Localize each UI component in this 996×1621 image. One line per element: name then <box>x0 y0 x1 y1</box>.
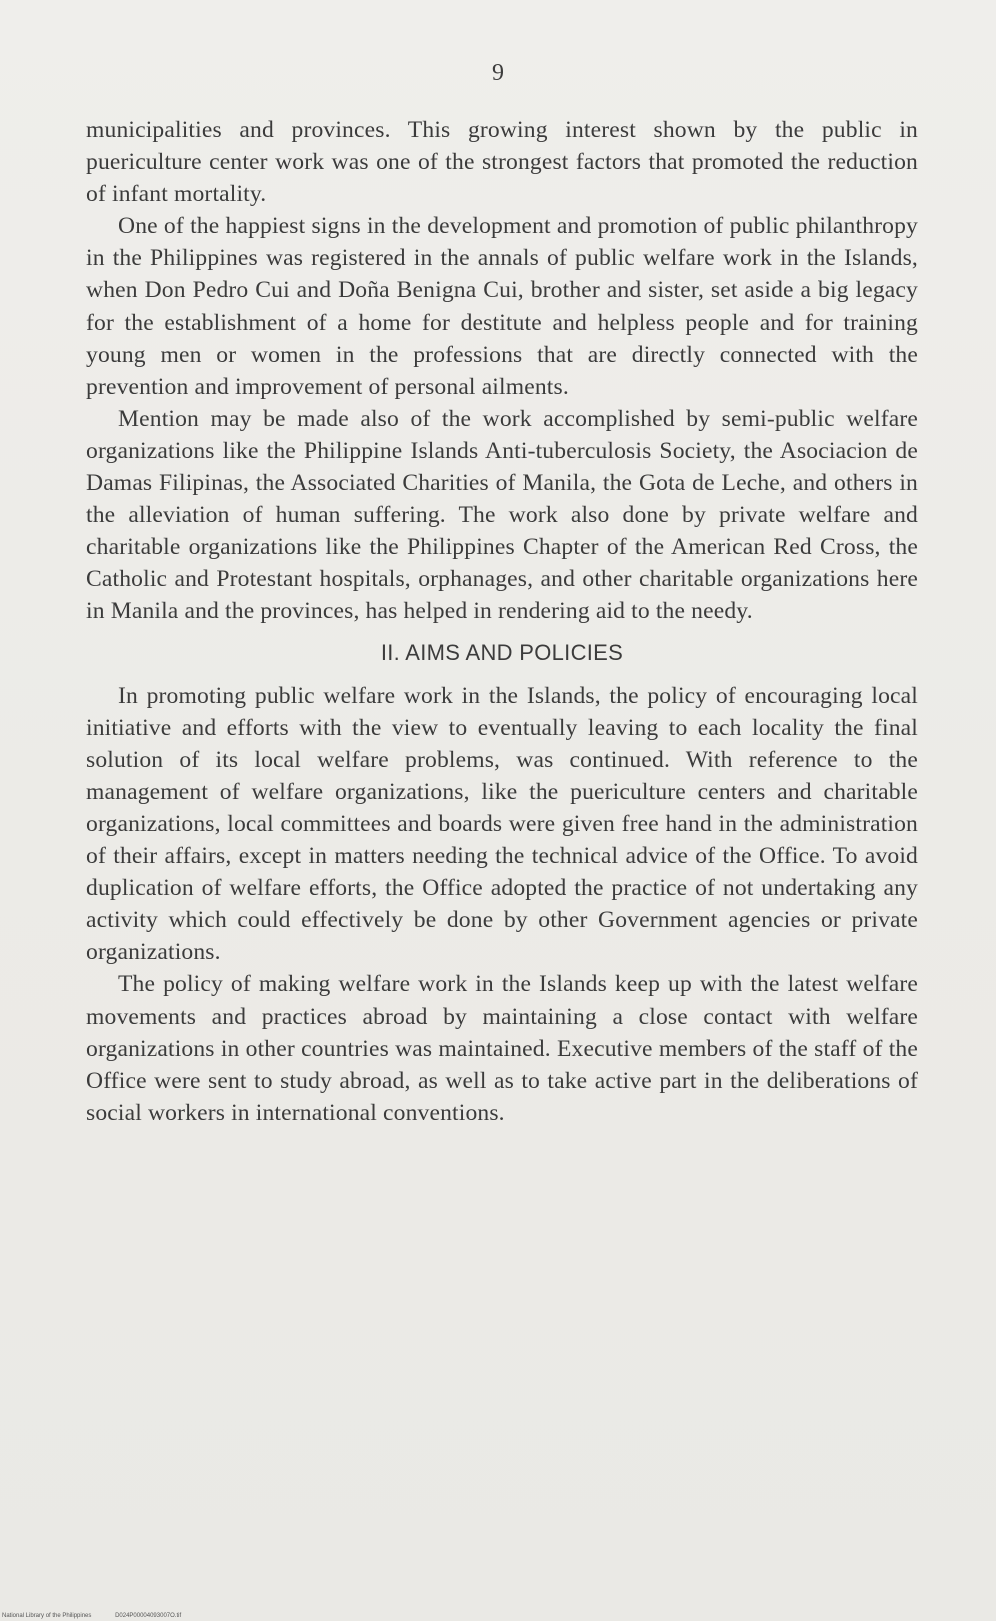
section-heading: II. AIMS AND POLICIES <box>380 639 624 665</box>
library-credit: National Library of the Philippines <box>2 1613 92 1619</box>
paragraph-continuation: municipalities and provinces. This growing interest shown by the public in puericulture center work was one of the strongest factors that promoted the reduction of infant mortality. <box>86 117 918 208</box>
paragraph-international-contact: The policy of making welfare work in the Islands keep up with the latest welfare movements and practices abroad by maintaining a close contact with welfare organizations in other countries was maintained. Executive members of the staff of the Office were sent to study abroad, as well as to take active part in the deliberations of social workers in international conventions. <box>86 971 918 1126</box>
scan-file-code: D024P00004093007O.tif <box>115 1613 182 1619</box>
paragraph-cui-legacy: One of the happiest signs in the development and promotion of public philanthropy in the Philippines was registered in the annals of public welfare work in the Islands, when Don Pedro Cui and Doña Benigna Cui, brother and sister, set aside a big legacy for the establishment of a home for destitute and helpless people and for training young men or women in the professions that are directly connected with the prevention and improvement of personal ailments. <box>86 213 918 400</box>
page-number: 9 <box>492 60 504 86</box>
paragraph-semi-public-organizations: Mention may be made also of the work accomplished by semi-public welfare organizations like the Philippine Islands Anti-tuberculosis Society, the Asociacion de Damas Filipinas, the Associated Charities of Manila, the Gota de Leche, and others in the alleviation of human suffering. The work also done by private welfare and charitable organizations like the Philippines Chapter of the American Red Cross, the Catholic and Protestant hospitals, orphanages, and other charitable organizations here in Manila and the provinces, has helped in rendering aid to the needy. <box>86 405 918 625</box>
paragraph-local-initiative-policy: In promoting public welfare work in the Islands, the policy of encouraging local initiative and efforts with the view to eventually leaving to each locality the final solution of its local welfare problems, was continued. With reference to the management of welfare organizations, like the puericulture centers and charitable organizations, local committees and boards were given free hand in the administration of their affairs, except in matters needing the technical advice of the Office. To avoid duplication of welfare efforts, the Office adopted the practice of not undertaking any activity which could effectively be done by other Government agencies or private organizations. <box>86 682 918 966</box>
body-text <box>86 114 918 1129</box>
scan-credit <box>2 1613 203 1619</box>
